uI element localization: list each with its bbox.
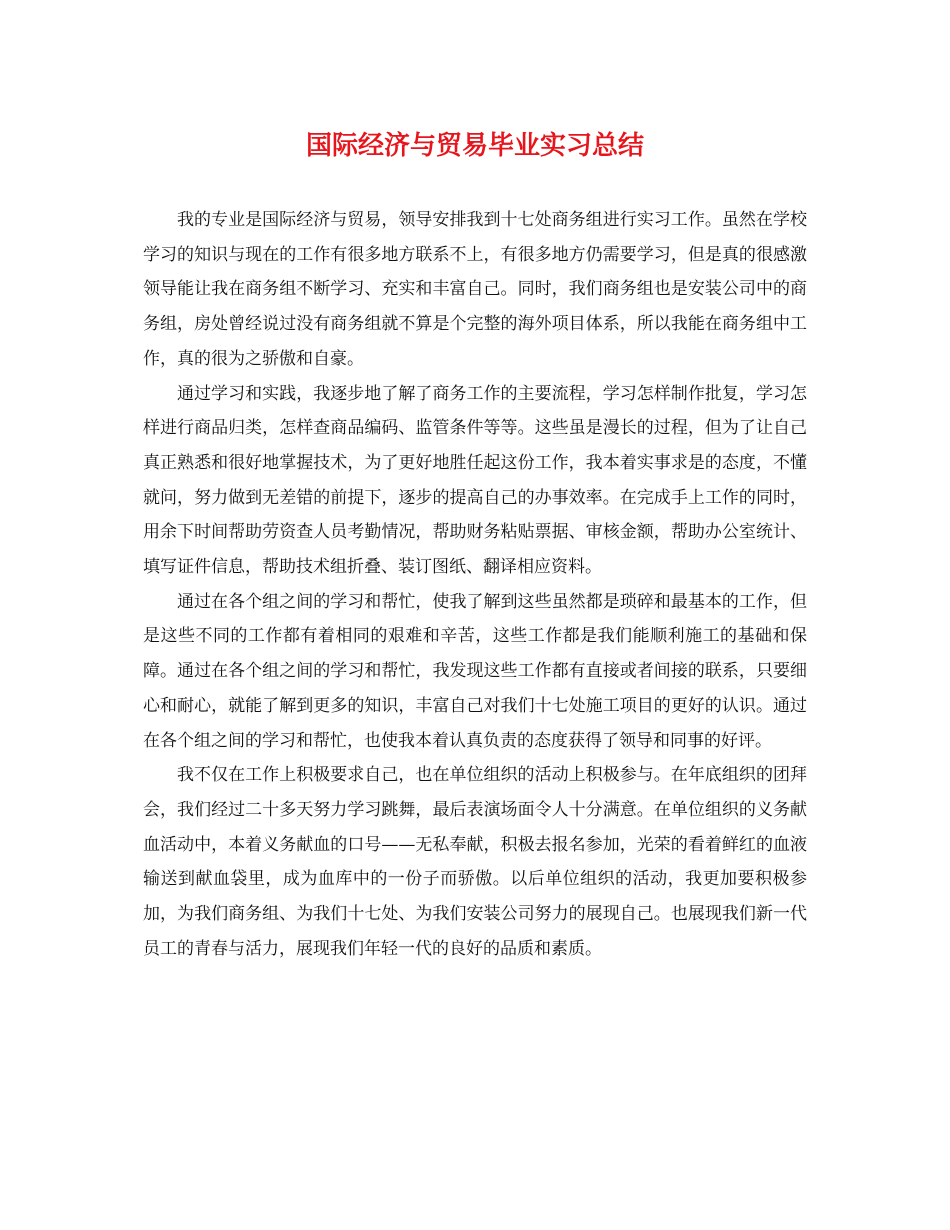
- paragraph-1: 我的专业是国际经济与贸易，领导安排我到十七处商务组进行实习工作。虽然在学校学习的知识与现在的工作有很多地方联系不上，有很多地方仍需要学习，但是真的很感激领导能让我在商务组不断学习、充实和丰富自己。同时，我们商务组也是安装公司中的商务组，房处曾经说过没有商务组就不算是个完整的海外项目体系，所以我能在商务组中工作，真的很为之骄傲和自豪。: [143, 210, 807, 369]
- document-body: [143, 203, 807, 966]
- document-title: 国际经济与贸易毕业实习总结: [305, 131, 644, 161]
- paragraph-2: 通过学习和实践，我逐步地了解了商务工作的主要流程，学习怎样制作批复，学习怎样进行商品归类，怎样查商品编码、监管条件等等。这些虽是漫长的过程，但为了让自己真正熟悉和很好地掌握技术，为了更好地胜任起这份工作，我本着实事求是的态度，不懂就问，努力做到无差错的前提下，逐步的提高自己的办事效率。在完成手上工作的同时，用余下时间帮助劳资查人员考勤情况，帮助财务粘贴票据、审核金额，帮助办公室统计、填写证件信息，帮助技术组折叠、装订图纸、翻译相应资料。: [143, 383, 807, 578]
- paragraph-3: 通过在各个组之间的学习和帮忙，使我了解到这些虽然都是琐碎和最基本的工作，但是这些不同的工作都有着相同的艰难和辛苦，这些工作都是我们能顺利施工的基础和保障。通过在各个组之间的学习和帮忙，我发现这些工作都有直接或者间接的联系，只要细心和耐心，就能了解到更多的知识，丰富自己对我们十七处施工项目的更好的认识。通过在各个组之间的学习和帮忙，也使我本着认真负责的态度获得了领导和同事的好评。: [143, 591, 807, 751]
- paragraph-4: 我不仅在工作上积极要求自己，也在单位组织的活动上积极参与。在年底组织的团拜会，我们经过二十多天努力学习跳舞，最后表演场面令人十分满意。在单位组织的义务献血活动中，本着义务献血的口号——无私奉献，积极去报名参加，光荣的看着鲜红的血液输送到献血袋里，成为血库中的一份子而骄傲。以后单位组织的活动，我更加要积极参加，为我们商务组、为我们十七处、为我们安装公司努力的展现自己。也展现我们新一代员工的青春与活力，展现我们年轻一代的良好的品质和素质。: [143, 765, 807, 959]
